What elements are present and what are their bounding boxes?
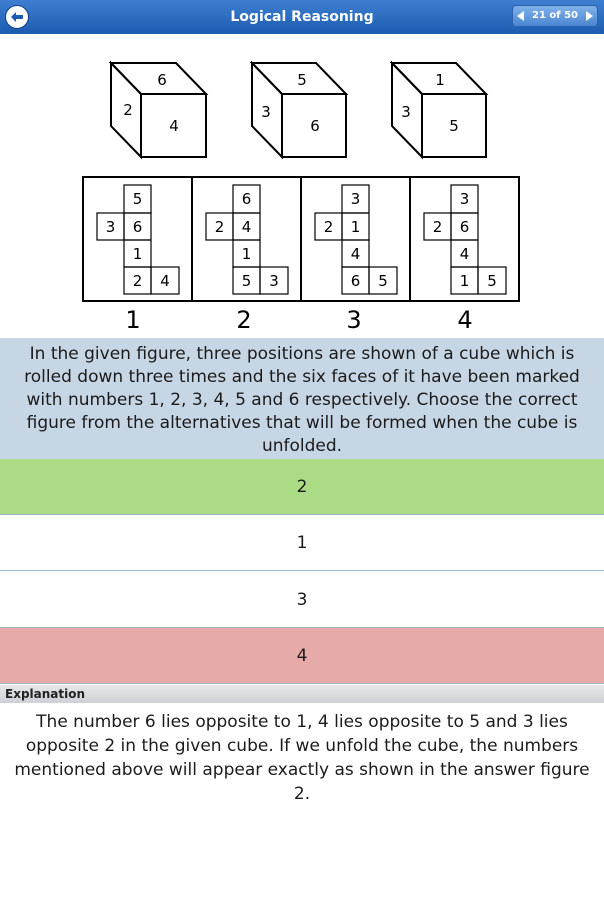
cube-face-number: 2 <box>123 101 133 119</box>
cube-face-number: 5 <box>449 117 459 135</box>
net-cell-number: 5 <box>487 272 497 290</box>
net-cell-number: 4 <box>459 245 470 263</box>
net-cell-number: 5 <box>378 272 388 290</box>
cube-face-number: 6 <box>310 117 320 135</box>
net-cell-number: 2 <box>214 218 225 236</box>
explanation-header: Explanation <box>0 685 604 703</box>
question-pager <box>512 5 598 27</box>
cube-face-number: 1 <box>435 71 445 89</box>
option-button[interactable]: 3 <box>0 572 604 628</box>
net-cell-number: 4 <box>241 218 252 236</box>
net-cell-number: 6 <box>350 272 361 290</box>
net-label: 1 <box>125 306 141 334</box>
net-cell-number: 2 <box>323 218 334 236</box>
net-cell-number: 1 <box>459 272 470 290</box>
net-cell-number: 3 <box>105 218 116 236</box>
net-cell-number: 3 <box>269 272 279 290</box>
cube-face-number: 6 <box>157 71 167 89</box>
net-cell-number: 4 <box>160 272 170 290</box>
net-label: 4 <box>457 306 473 334</box>
net-label: 2 <box>236 306 252 334</box>
cube-face-number: 3 <box>401 103 411 121</box>
net-cell-number: 6 <box>132 218 143 236</box>
net-cell-number: 5 <box>132 190 143 208</box>
net-cell-number: 1 <box>350 218 361 236</box>
net-cell-number: 6 <box>459 218 470 236</box>
triangle-left-icon[interactable] <box>517 11 524 21</box>
cube-face-number: 5 <box>297 71 307 89</box>
page-title: Logical Reasoning <box>230 9 374 25</box>
pager-label: 21 of 50 <box>531 10 578 21</box>
net-cell-number: 2 <box>432 218 443 236</box>
cube-figure <box>0 34 604 338</box>
net-cell-number: 1 <box>241 245 252 263</box>
net-cell-number: 4 <box>350 245 361 263</box>
question-text: In the given figure, three positions are shown of a cube which is rolled down three times and the six faces of it have been marked with numbers 1, 2, 3, 4, 5 and 6 respectively. Choose the correct figure from the alternatives that will be formed when the cube is unfolded. <box>0 338 604 459</box>
question-figure <box>0 34 604 338</box>
explanation-text: The number 6 lies opposite to 1, 4 lies opposite to 5 and 3 lies opposite 2 in the given cube. If we unfold the cube, the numbers mentioned above will appear exactly as shown in the answer figure 2. <box>14 712 590 804</box>
net-cell-number: 3 <box>459 190 470 208</box>
option-button[interactable]: 1 <box>0 515 604 571</box>
net-cell-number: 6 <box>241 190 252 208</box>
top-bar <box>0 0 604 35</box>
option-button[interactable]: 4 <box>0 628 604 684</box>
option-button[interactable]: 2 <box>0 459 604 515</box>
net-cell-number: 1 <box>132 245 143 263</box>
triangle-right-icon[interactable] <box>586 11 593 21</box>
net-label: 3 <box>346 306 362 334</box>
net-cell-number: 5 <box>241 272 252 290</box>
cube-face-number: 3 <box>261 103 271 121</box>
cube-face-number: 4 <box>169 117 179 135</box>
net-cell-number: 3 <box>350 190 361 208</box>
net-cell-number: 2 <box>132 272 143 290</box>
